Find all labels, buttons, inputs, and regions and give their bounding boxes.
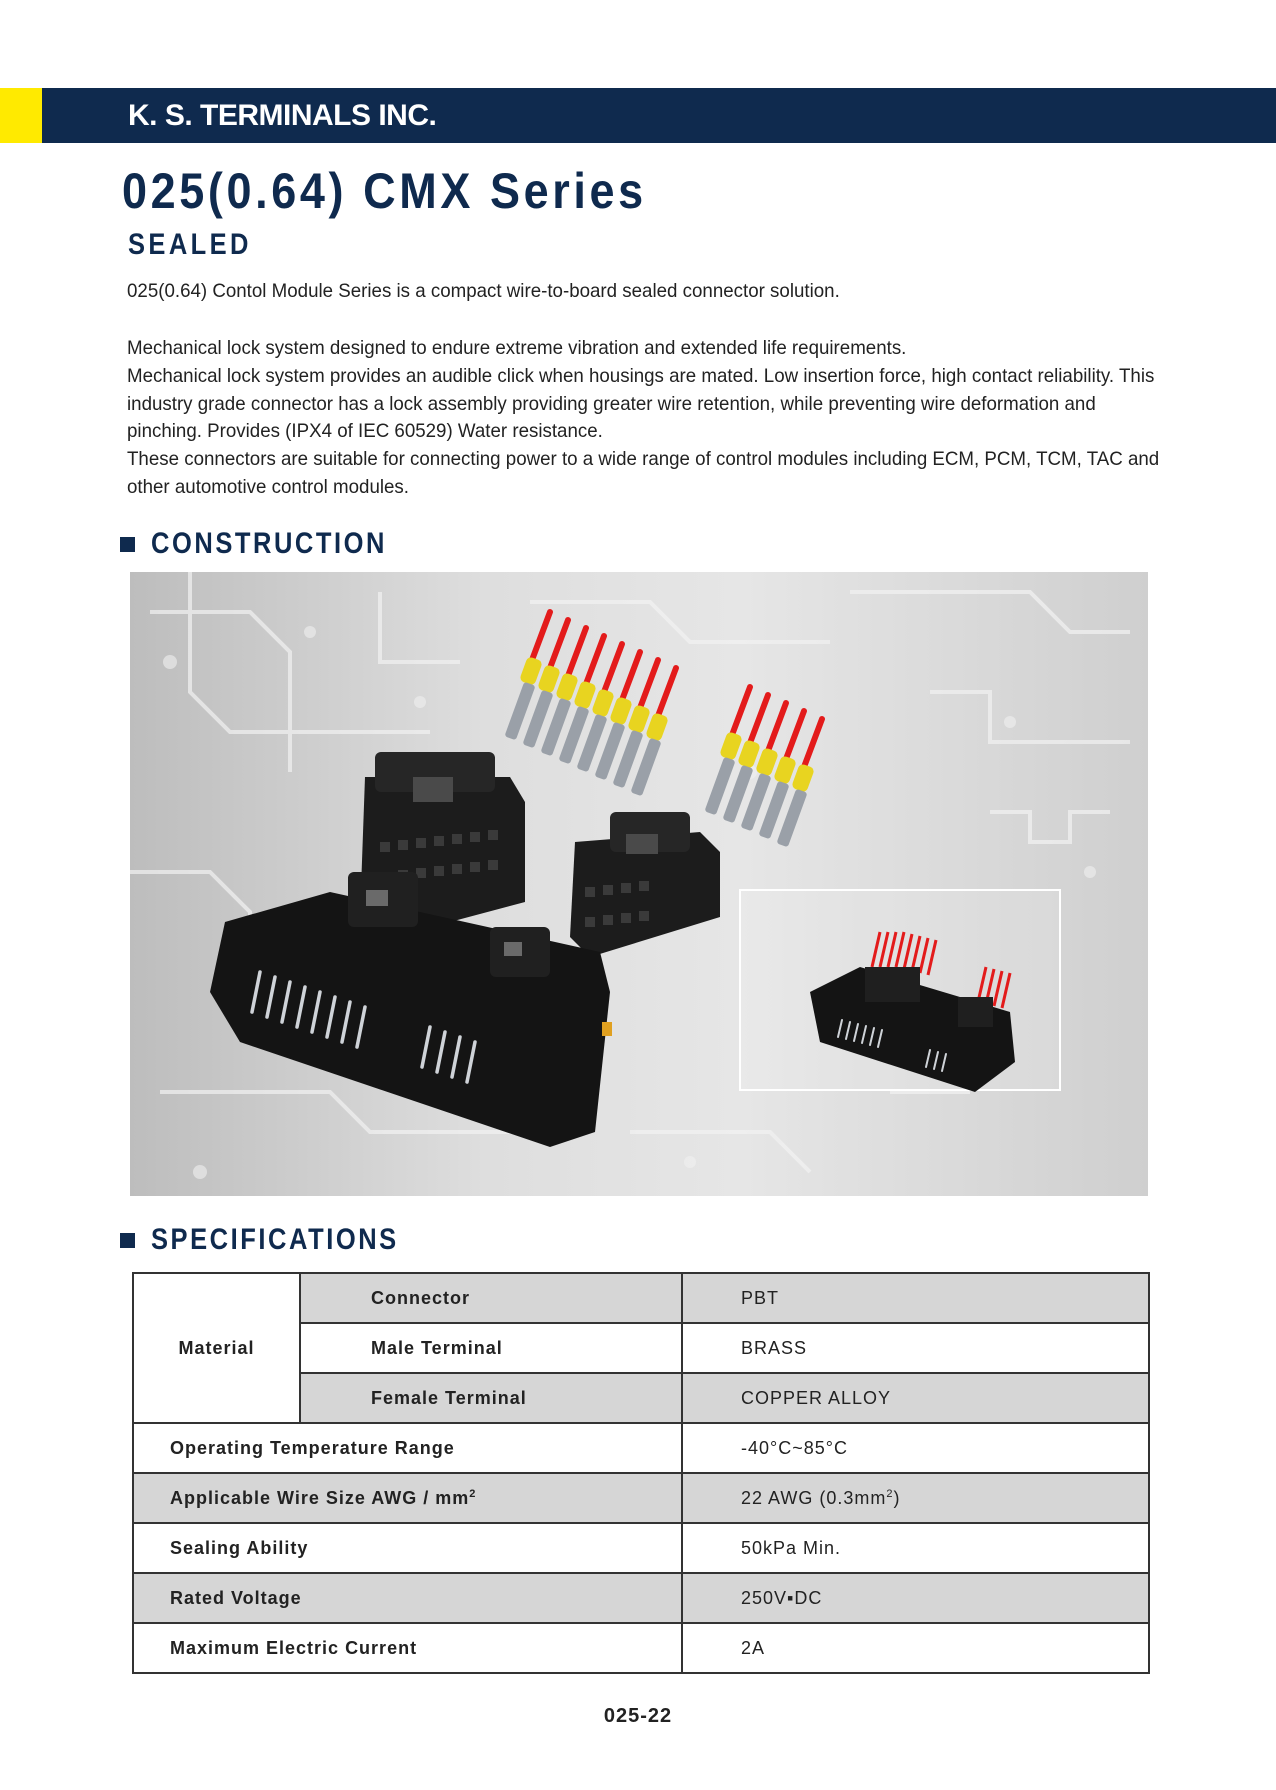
connector-product-image [130, 572, 1148, 1196]
table-row [133, 1273, 1149, 1323]
spec-value: 250V▪DC [682, 1573, 1149, 1623]
spec-label: Connector [300, 1273, 682, 1323]
specifications-table [132, 1272, 1150, 1674]
table-row [133, 1423, 1149, 1473]
spec-label: Rated Voltage [133, 1573, 682, 1623]
spec-label: Female Terminal [300, 1373, 682, 1423]
superscript: 2 [886, 1487, 894, 1500]
square-bullet-icon [120, 537, 135, 552]
spec-value [682, 1473, 1149, 1523]
spec-value: -40°C~85°C [682, 1423, 1149, 1473]
intro-text: 025(0.64) Contol Module Series is a compact wire-to-board sealed connector solution. [127, 280, 840, 302]
material-label: Material [133, 1273, 300, 1423]
header-accent [0, 88, 42, 143]
specifications-heading [120, 1222, 442, 1258]
construction-image [130, 572, 1148, 1196]
table-row [133, 1473, 1149, 1523]
spec-value: BRASS [682, 1323, 1149, 1373]
page-number: 025-22 [603, 1705, 673, 1727]
header-bar [0, 88, 1276, 143]
company-name: K. S. TERMINALS INC. [128, 99, 437, 132]
page-title: 025(0.64) CMX Series [122, 163, 647, 219]
description-paragraph: Mechanical lock system provides an audible click when housings are mated. Low insertion force, high contact reliability. This industry grade connector has a lock assembly providing greater wire retention, while preventing wire deformation and pinching. Provides (IPX4 of IEC 60529) Water resistance. [127, 364, 1155, 443]
construction-heading [120, 526, 429, 562]
table-row [133, 1573, 1149, 1623]
spec-label: Sealing Ability [133, 1523, 682, 1573]
spec-value-suffix: ) [893, 1487, 901, 1508]
page-subtitle: SEALED [128, 228, 252, 261]
spec-value: 50kPa Min. [682, 1523, 1149, 1573]
spec-label [133, 1473, 682, 1523]
superscript: 2 [469, 1487, 477, 1500]
spec-label: Male Terminal [300, 1323, 682, 1373]
square-bullet-icon [120, 1233, 135, 1248]
table-row [133, 1623, 1149, 1673]
table-row [133, 1523, 1149, 1573]
spec-label: Maximum Electric Current [133, 1623, 682, 1673]
spec-value-text: 22 AWG (0.3mm [741, 1487, 887, 1508]
description [127, 335, 1164, 502]
section-title: SPECIFICATIONS [151, 1223, 399, 1256]
spec-label-text: Applicable Wire Size AWG / mm [170, 1487, 470, 1508]
spec-label: Operating Temperature Range [133, 1423, 682, 1473]
spec-value: PBT [682, 1273, 1149, 1323]
spec-value: COPPER ALLOY [682, 1373, 1149, 1423]
spec-value: 2A [682, 1623, 1149, 1673]
description-paragraph: These connectors are suitable for connecting power to a wide range of control modules including ECM, PCM, TCM, TAC and other automotive control modules. [127, 448, 1160, 498]
section-title: CONSTRUCTION [151, 527, 388, 560]
description-paragraph: Mechanical lock system designed to endure extreme vibration and extended life requirements. [127, 337, 907, 359]
